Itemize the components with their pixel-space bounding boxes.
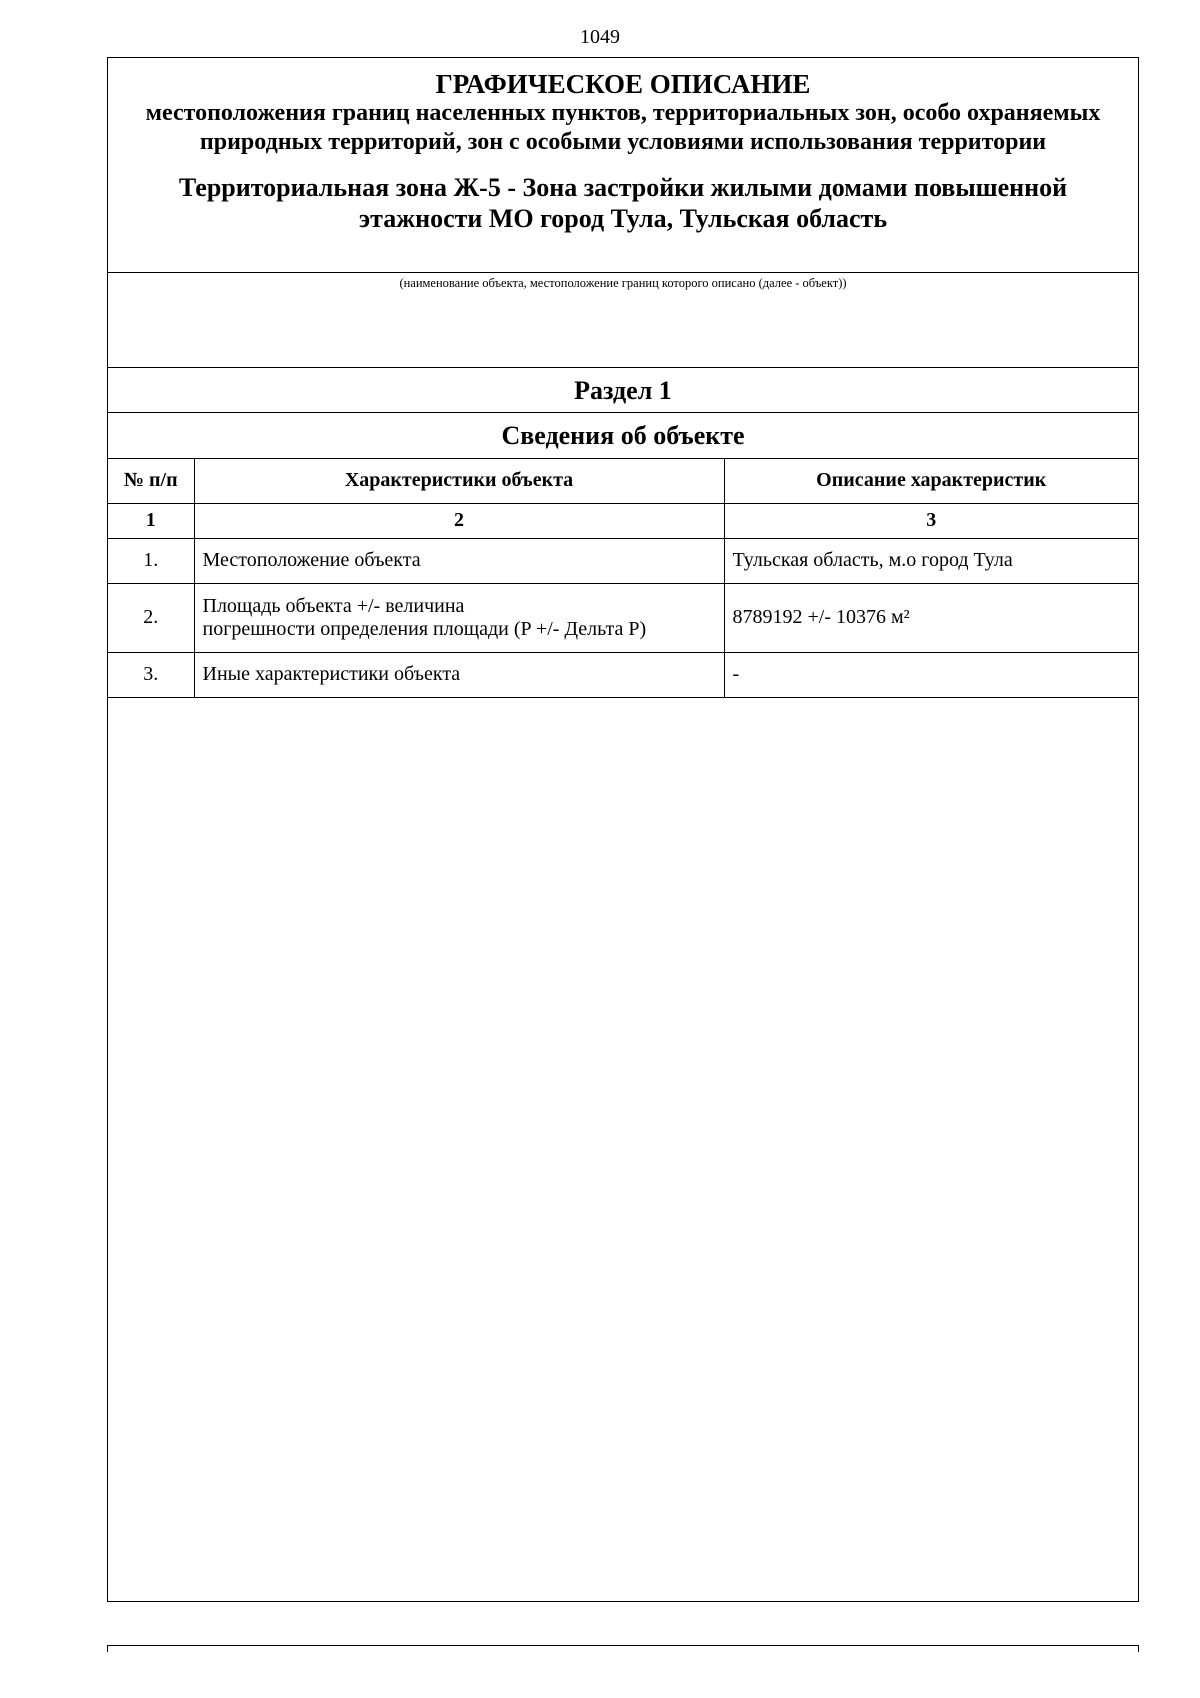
- row-characteristic-line: погрешности определения площади (P +/- Дельта P): [202, 617, 647, 640]
- object-info-table: [108, 459, 1138, 698]
- table-header-row: [108, 459, 1138, 503]
- table-row: [108, 652, 1138, 697]
- object-caption: (наименование объекта, местоположение границ которого описано (далее - объект)): [399, 276, 847, 290]
- table-column-numbers-row: [108, 503, 1138, 538]
- row-description: Тульская область, м.о город Тула: [724, 538, 1138, 583]
- header-description: Описание характеристик: [724, 459, 1138, 503]
- row-number: 1.: [108, 538, 194, 583]
- column-number-1: 1: [108, 503, 194, 538]
- zone-name: Территориальная зона Ж-5 - Зона застройки жилыми домами повышенной этажности МО город Тула, Тульская область: [178, 173, 1068, 233]
- column-number-2: 2: [194, 503, 724, 538]
- row-description: -: [724, 652, 1138, 697]
- column-number-3: 3: [724, 503, 1138, 538]
- header-characteristic: Характеристики объекта: [194, 459, 724, 503]
- next-frame-edge: [107, 1645, 1139, 1651]
- document-frame: [107, 57, 1139, 1602]
- row-characteristic: Иные характеристики объекта: [194, 652, 724, 697]
- object-caption-row: [108, 273, 1138, 368]
- row-number: 2.: [108, 583, 194, 652]
- header-num: № п/п: [108, 459, 194, 503]
- table-row: [108, 538, 1138, 583]
- row-characteristic-line: Площадь объекта +/- величина: [202, 594, 465, 617]
- document-subtitle: местоположения границ населенных пунктов, территориальных зон, особо охраняемых природных территорий, зон с особыми условиями использования территории: [145, 100, 1101, 155]
- row-characteristic: Местоположение объекта: [194, 538, 724, 583]
- section-title: Раздел 1: [108, 368, 1138, 413]
- table-row: [108, 583, 1138, 652]
- row-description: 8789192 +/- 10376 м²: [724, 583, 1138, 652]
- document-header: [108, 58, 1138, 273]
- page-number: 1049: [580, 26, 620, 48]
- document-title: ГРАФИЧЕСКОЕ ОПИСАНИЕ: [435, 69, 811, 99]
- row-characteristic: [194, 583, 724, 652]
- section-subtitle: Сведения об объекте: [108, 413, 1138, 459]
- row-number: 3.: [108, 652, 194, 697]
